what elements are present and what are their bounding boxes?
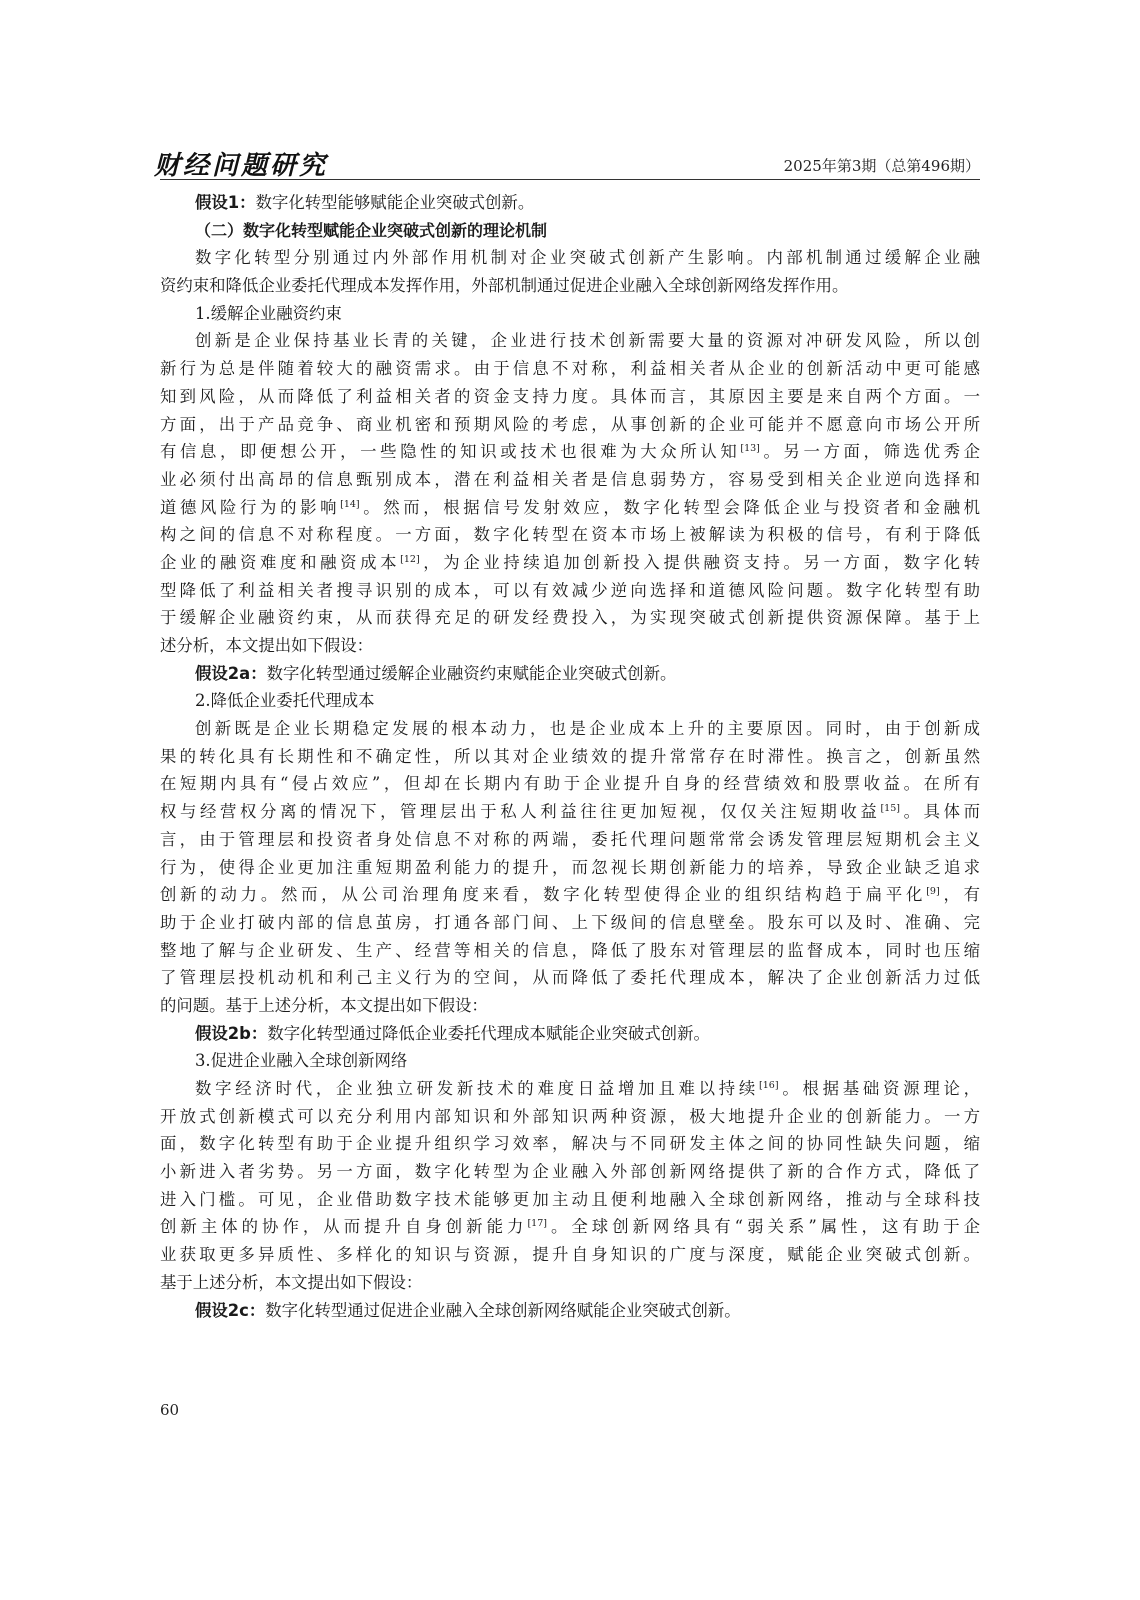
paragraph-line: 方面，出于产品竞争、商业机密和预期风险的考虑，从事创新的企业可能并不愿意向市场公开所 bbox=[160, 414, 980, 434]
hypothesis-text: 数字化转型通过促进企业融入全球创新网络赋能企业突破式创新。 bbox=[265, 1300, 741, 1320]
paragraph-line: 行为，使得企业更加注重短期盈利能力的提升，而忽视长期创新能力的培养，导致企业缺乏追求 bbox=[160, 857, 980, 877]
paragraph-line: 言，由于管理层和投资者身处信息不对称的两端，委托代理问题常常会诱发管理层短期机会主义 bbox=[160, 829, 980, 849]
paragraph-line: 创新既是企业长期稳定发展的根本动力，也是企业成本上升的主要原因。同时，由于创新成 bbox=[195, 719, 980, 739]
section-heading: （二）数字化转型赋能企业突破式创新的理论机制 bbox=[195, 220, 548, 240]
paragraph-line: 新行为总是伴随着较大的融资需求。由于信息不对称，利益相关者从企业的创新活动中更可能感 bbox=[160, 359, 980, 379]
citation-ref: [17] bbox=[527, 1218, 547, 1230]
line-text: 数字经济时代，企业独立研发新技术的难度日益增加且难以持续 bbox=[195, 1079, 760, 1098]
journal-logo: 财经问题研究 bbox=[154, 151, 329, 181]
subsection-heading: 2.降低企业委托代理成本 bbox=[195, 691, 375, 711]
line-text-after: 。具体而 bbox=[899, 802, 981, 822]
hypothesis-text: 数字化转型通过降低企业委托代理成本赋能企业突破式创新。 bbox=[267, 1023, 710, 1043]
paragraph-line: 整地了解与企业研发、生产、经营等相关的信息，降低了股东对管理层的监督成本，同时也压缩 bbox=[160, 940, 980, 960]
paragraph-line: 了管理层投机动机和利己主义行为的空间，从而降低了委托代理成本，解决了企业创新活力过低 bbox=[160, 968, 980, 988]
hypothesis-label: 假设2b： bbox=[195, 1023, 268, 1043]
paragraph-line: 资约束和降低企业委托代理成本发挥作用，外部机制通过促进企业融入全球创新网络发挥作用。 bbox=[160, 276, 849, 296]
hypothesis-label: 假设2c： bbox=[195, 1300, 266, 1320]
paragraph-line bbox=[160, 494, 980, 522]
hypothesis-line bbox=[160, 660, 980, 688]
paragraph-line: 面，数字化转型有助于企业提升组织学习效率，解决与不同研发主体之间的协同性缺失问题，缩 bbox=[160, 1134, 980, 1154]
paper-page bbox=[154, 0, 981, 1600]
line-text-after: 。全球创新网络具有“弱关系”属性，这有助于企 bbox=[546, 1217, 981, 1237]
paragraph-line: 开放式创新模式可以充分利用内部知识和外部知识两种资源，极大地提升企业的创新能力。一方 bbox=[160, 1106, 980, 1126]
line-text: 有信息，即便想公开，一些隐性的知识或技术也很难为大众所认知 bbox=[160, 442, 741, 462]
line-text-after: 。根据基础资源理论， bbox=[778, 1079, 981, 1098]
hypothesis-label: 假设1： bbox=[195, 193, 256, 212]
line-text: 创新主体的协作，从而提升自身创新能力 bbox=[160, 1217, 528, 1237]
paragraph-line: 助于企业打破内部的信息茧房，打通各部门间、上下级间的信息壁垒。股东可以及时、准确、完 bbox=[160, 912, 980, 932]
line-text: 企业的融资难度和融资成本 bbox=[160, 552, 401, 572]
paragraph-line bbox=[160, 1213, 980, 1241]
citation-ref: [15] bbox=[880, 803, 900, 815]
paragraph-line: 的问题。基于上述分析，本文提出如下假设： bbox=[160, 995, 488, 1015]
paragraph-line: 小新进入者劣势。另一方面，数字化转型为企业融入外部创新网络提供了新的合作方式，降低了 bbox=[160, 1162, 980, 1182]
citation-ref: [9] bbox=[926, 886, 940, 898]
hypothesis-text: 数字化转型能够赋能企业突破式创新。 bbox=[255, 193, 535, 212]
citation-ref: [12] bbox=[400, 553, 420, 565]
body-text bbox=[160, 189, 980, 1324]
citation-ref: [14] bbox=[340, 498, 360, 510]
hypothesis-line bbox=[160, 1297, 980, 1325]
paragraph-line: 基于上述分析，本文提出如下假设： bbox=[160, 1272, 423, 1292]
paragraph-line bbox=[160, 881, 980, 909]
paragraph-line: 在短期内具有“侵占效应”，但却在长期内有助于企业提升自身的经营绩效和股票收益。在所有 bbox=[160, 774, 980, 794]
paragraph-line: 创新是企业保持基业长青的关键，企业进行技术创新需要大量的资源对冲研发风险，所以创 bbox=[195, 331, 980, 351]
paragraph-line bbox=[160, 438, 980, 466]
line-text-after: 。另一方面，筛选优秀企 bbox=[759, 442, 981, 462]
paragraph-line: 于缓解企业融资约束，从而获得充足的研发经费投入，为实现突破式创新提供资源保障。基于上 bbox=[160, 608, 980, 628]
citation-ref: [13] bbox=[740, 443, 760, 455]
paragraph-line: 业必须付出高昂的信息甄别成本，潜在利益相关者是信息弱势方，容易受到相关企业逆向选择和 bbox=[160, 469, 980, 489]
paragraph-line: 数字化转型分别通过内外部作用机制对企业突破式创新产生影响。内部机制通过缓解企业融 bbox=[195, 248, 980, 268]
page-number: 60 bbox=[160, 1401, 180, 1419]
running-header bbox=[154, 137, 980, 181]
line-text: 道德风险行为的影响 bbox=[160, 497, 341, 517]
paragraph-line: 业获取更多异质性、多样化的知识与资源，提升自身知识的广度与深度，赋能企业突破式创新。 bbox=[160, 1245, 980, 1265]
paragraph-line: 述分析，本文提出如下假设： bbox=[160, 636, 374, 655]
paragraph-line bbox=[160, 549, 980, 577]
line-text-after: 。然而，根据信号发射效应，数字化转型会降低企业与投资者和金融机 bbox=[359, 497, 980, 517]
subsection-heading: 3.促进企业融入全球创新网络 bbox=[195, 1051, 408, 1071]
paragraph-line: 知到风险，从而降低了利益相关者的资金支持力度。具体而言，其原因主要是来自两个方面。一 bbox=[160, 386, 980, 406]
subsection-heading: 1.缓解企业融资约束 bbox=[195, 303, 342, 323]
citation-ref: [16] bbox=[759, 1080, 779, 1091]
paragraph-line: 果的转化具有长期性和不确定性，所以其对企业绩效的提升常常存在时滞性。换言之，创新虽然 bbox=[160, 746, 980, 766]
line-text: 创新的动力。然而，从公司治理角度来看，数字化转型使得企业的组织结构趋于扁平化 bbox=[160, 885, 927, 905]
paragraph-line: 构之间的信息不对称程度。一方面，数字化转型在资本市场上被解读为积极的信号，有利于降低 bbox=[160, 525, 980, 545]
issue-info: 2025年第3期（总第496期） bbox=[783, 157, 980, 175]
hypothesis-line bbox=[160, 189, 980, 217]
hypothesis-text: 数字化转型通过缓解企业融资约束赋能企业突破式创新。 bbox=[266, 663, 677, 683]
paragraph-line: 进入门槛。可见，企业借助数字技术能够更加主动且便利地融入全球创新网络，推动与全球科技 bbox=[160, 1189, 980, 1209]
hypothesis-label: 假设2a： bbox=[195, 663, 267, 683]
hypothesis-line bbox=[160, 1020, 980, 1048]
line-text: 权与经营权分离的情况下，管理层出于私人利益往往更加短视，仅仅关注短期收益 bbox=[160, 802, 881, 822]
paragraph-line: 型降低了利益相关者搜寻识别的成本，可以有效减少逆向选择和道德风险问题。数字化转型有助 bbox=[160, 580, 980, 600]
paragraph-line bbox=[160, 798, 980, 826]
line-text-after: ，有 bbox=[939, 885, 980, 905]
line-text-after: ，为企业持续追加创新投入提供融资支持。另一方面，数字化转 bbox=[419, 552, 981, 572]
paragraph-line bbox=[160, 1075, 980, 1103]
